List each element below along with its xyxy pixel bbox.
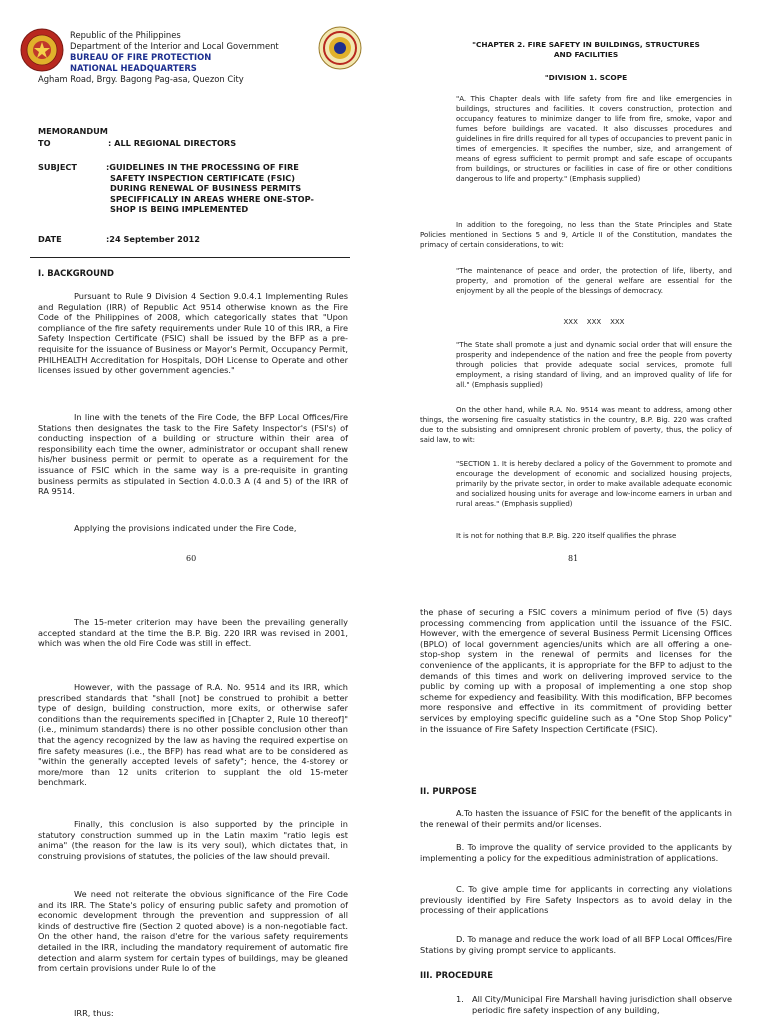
procedure-item-1-number: 1. xyxy=(456,994,464,1004)
para-not-for-nothing: It is not for nothing that B.P. Big. 220 itself qualifies the phrase xyxy=(456,532,677,540)
purpose-item-d: D. To manage and reduce the work load of all BFP Local Offices/Fire Stations by giving prompt service to applicants. xyxy=(420,934,732,955)
para-ra-9514-passage: However, with the passage of R.A. No. 9514 and its IRR, which prescribed standards that "shall [not] be construed to prohibit a better type of design, building construction, more exits, or otherwise safer conditions than the requirements specified in [Chapter 2, Rule 10 thereof]" (i.e., minimum standards) there is no other possible conclusion other than that the agency recognized by the law as having the required expertise on fire safety measures (i.e., the BFP) has read what are to be considered as "within the generally accepted levels of safety"; hence, the 4-storey or more/more than 12 units criterion to supplant the old 15-meter benchmark. xyxy=(38,682,348,788)
page-bottom-right xyxy=(384,512,768,1024)
procedure-heading: III. PROCEDURE xyxy=(420,970,493,980)
background-heading: I. BACKGROUND xyxy=(38,268,114,278)
memo-date-label: DATE xyxy=(38,234,62,244)
subject-line: :GUIDELINES IN THE PROCESSING OF FIRE xyxy=(106,162,299,172)
memo-subject-value xyxy=(106,162,314,215)
bfp-seal-logo xyxy=(20,28,64,72)
page-number: 81 xyxy=(568,554,579,563)
header-republic: Republic of the Philippines xyxy=(70,30,181,40)
page-60 xyxy=(0,0,384,563)
purpose-item-a: A.To hasten the issuance of FSIC for the benefit of the applicants in the renewal of their permits and/or licenses. xyxy=(420,808,732,829)
memo-to-label: TO xyxy=(38,138,51,148)
division-heading: "DIVISION 1. SCOPE xyxy=(544,73,628,82)
quote-peace-order: "The maintenance of peace and order, the protection of life, liberty, and property, and promotion of the general welfare are essential for the enjoyment by all the people of the blessings of democracy. xyxy=(456,267,732,295)
background-para-3: Applying the provisions indicated under the Fire Code, xyxy=(74,523,297,533)
background-para-2: In line with the tenets of the Fire Code, the BFP Local Offices/Fire Stations then designates the task to the Fire Safety Inspector's (FSI's) of conducting inspection of a building or structure within their area of responsibility each time the owner, administrator or occupant shall renew his/her business permit or permit to operate as a requirement for the issuance of FSIC which in the same way is a pre-requisite in granting business permits as stipulated in Section 4.0.0.3 A (4 and 5) of the IRR of RA 9514. xyxy=(38,412,348,497)
quote-section-1: "SECTION 1. It is hereby declared a policy of the Government to promote and encourage the development of economic and socialized housing projects, primarily by the private sector, in order to make available adequate economic and socialized housing units for average and low-income earners in urban and rural areas." (Emphasis supplied) xyxy=(456,460,732,508)
memo-to-value: : ALL REGIONAL DIRECTORS xyxy=(108,138,237,148)
background-para-1: Pursuant to Rule 9 Division 4 Section 9.0.4.1 Implementing Rules and Regulation (IRR) of Republic Act 9514 otherwise known as the Fire Code of the Philippines of 2008, which categorically states that "Upon compliance of the fire safety requirements under Rule 10 of this IRR, a Fire Safety Inspection Certificate (FSIC) shall be issued by the BFP as a pre-requisite for the issuance of Business or Mayor's Permit, Occupancy Permit, PHILHEALTH Accreditation for Hospitals, DOH License to Operate and other licenses issued by other government agencies." xyxy=(38,291,348,376)
header-address: Agham Road, Brgy. Bagong Pag-asa, Quezon City xyxy=(38,74,244,84)
para-irr-thus: IRR, thus: xyxy=(74,1008,114,1018)
para-ratio-legis: Finally, this conclusion is also supported by the principle in statutory construction summed up in the Latin maxim "ratio legis est anima" (the reason for the law is its very soul), which dictates that, in construing provisions of statutes, the policies of the law should prevail. xyxy=(38,819,348,861)
purpose-heading: II. PURPOSE xyxy=(420,786,477,796)
subject-line: DURING RENEWAL OF BUSINESS PERMITS xyxy=(110,183,302,194)
purpose-item-b: B. To improve the quality of service provided to the applicants by implementing a policy for the expeditious administration of applications. xyxy=(420,842,732,863)
quote-chapter-a: "A. This Chapter deals with life safety from fire and like emergencies in buildings, structures and facilities. It covers construction, protection and occupancy features to minimize danger to life from fire, smoke, vapor and fumes before buildings are vacated. It also discusses procedures and guidelines in fire drills required for all types of occupancies to prevent panic in times of emergencies. It specifies the number, size, and arrangement of means of egress sufficient to permit prompt and safe escape of occupants from buildings, or structures or facilities in case of fire or other conditions dangerous to life and property." (Emphasis supplied) xyxy=(456,95,732,183)
memo-divider xyxy=(30,257,350,258)
para-15-meter: The 15-meter criterion may have been the prevailing generally accepted standard at the time the B.P. Big. 220 IRR was revised in 2001, which was when the old Fire Code was still in effect. xyxy=(38,617,348,649)
memo-heading: MEMORANDUM xyxy=(38,126,108,136)
subject-line: SHOP IS BEING IMPLEMENTED xyxy=(110,204,249,215)
para-state-principles: In addition to the foregoing, no less than the State Principles and State Policies mentioned in Sections 5 and 9, Article II of the Constitution, mandates the primacy of certain considerations, to wit: xyxy=(420,221,732,249)
memo-date-value: :24 September 2012 xyxy=(106,234,200,244)
memo-subject-label: SUBJECT xyxy=(38,162,78,172)
para-fsic-phase: the phase of securing a FSIC covers a minimum period of five (5) days processing commencing from application until the issuance of the FSIC. However, with the emergence of several Business Permit Licensing Offices (BPLO) of local government agencies/units which are all offering a one-stop-shop system in the renewal of permits and licenses for the convenience of the applicants, it is appropriate for the BFP to adjust to the demands of this times and work on delivering improved service to the public by coming up with a proposal of implementing a one stop shop scheme for expediency and feasibility. With this modification, BFP becomes more responsive and effective in its commitment of providing better services by employing specific guideline such as a "One Stop Shop Policy" in the issuance of Fire Safety Inspection Certificate (FSIC). xyxy=(420,607,732,734)
procedure-item-1: All City/Municipal Fire Marshall having jurisdiction shall observe periodic fire safety inspection of any building, xyxy=(472,994,732,1015)
dilg-seal-logo xyxy=(318,26,362,70)
subject-line: SAFETY INSPECTION CERTIFICATE (FSIC) xyxy=(110,172,296,183)
para-on-the-other-hand: On the other hand, while R.A. No. 9514 was meant to address, among other things, the worsening fire casualty statistics in the country, B.P. Big. 220 was crafted due to the subsisting and omnipresent chronic problem of poverty, thus, the policy of said law, to wit: xyxy=(420,406,732,444)
ellipsis-marker: XXX XXX XXX xyxy=(563,318,625,326)
header-department: Department of the Interior and Local Government xyxy=(70,41,279,51)
chapter-heading: "CHAPTER 2. FIRE SAFETY IN BUILDINGS, STRUCTURES AND FACILITIES xyxy=(472,40,700,59)
page-bottom-left xyxy=(0,512,384,1024)
purpose-item-c: C. To give ample time for applicants in correcting any violations previously identified by Fire Safety Inspectors as to avoid delay in the processing of their applications xyxy=(420,884,732,916)
header-national-hq: NATIONAL HEADQUARTERS xyxy=(70,63,197,73)
subject-line: SPECIFFICALLY IN AREAS WHERE ONE-STOP- xyxy=(110,193,314,204)
header-bureau: BUREAU OF FIRE PROTECTION xyxy=(70,52,212,62)
page-number: 60 xyxy=(186,554,197,563)
quote-social-order: "The State shall promote a just and dynamic social order that will ensure the prosperity and independence of the nation and free the people from poverty through policies that provide adequate social services, promote full employment, a rising standard of living, and an improved quality of life for all." (Emphasis supplied) xyxy=(456,341,732,389)
para-fire-code-significance: We need not reiterate the obvious significance of the Fire Code and its IRR. The State's policy of ensuring public safety and promotion of economic development through the prevention and suppression of all kinds of destructive fire (Section 2 quoted above) is a non-negotiable fact. On the other hand, the raison d'etre for the various safety requirements detailed in the IRR, including the mandatory requirement of automatic fire detection and alarm system for certain types of buildings, may be gleaned from certain provisions under Rule lo of the xyxy=(38,889,348,974)
page-81 xyxy=(384,0,768,563)
